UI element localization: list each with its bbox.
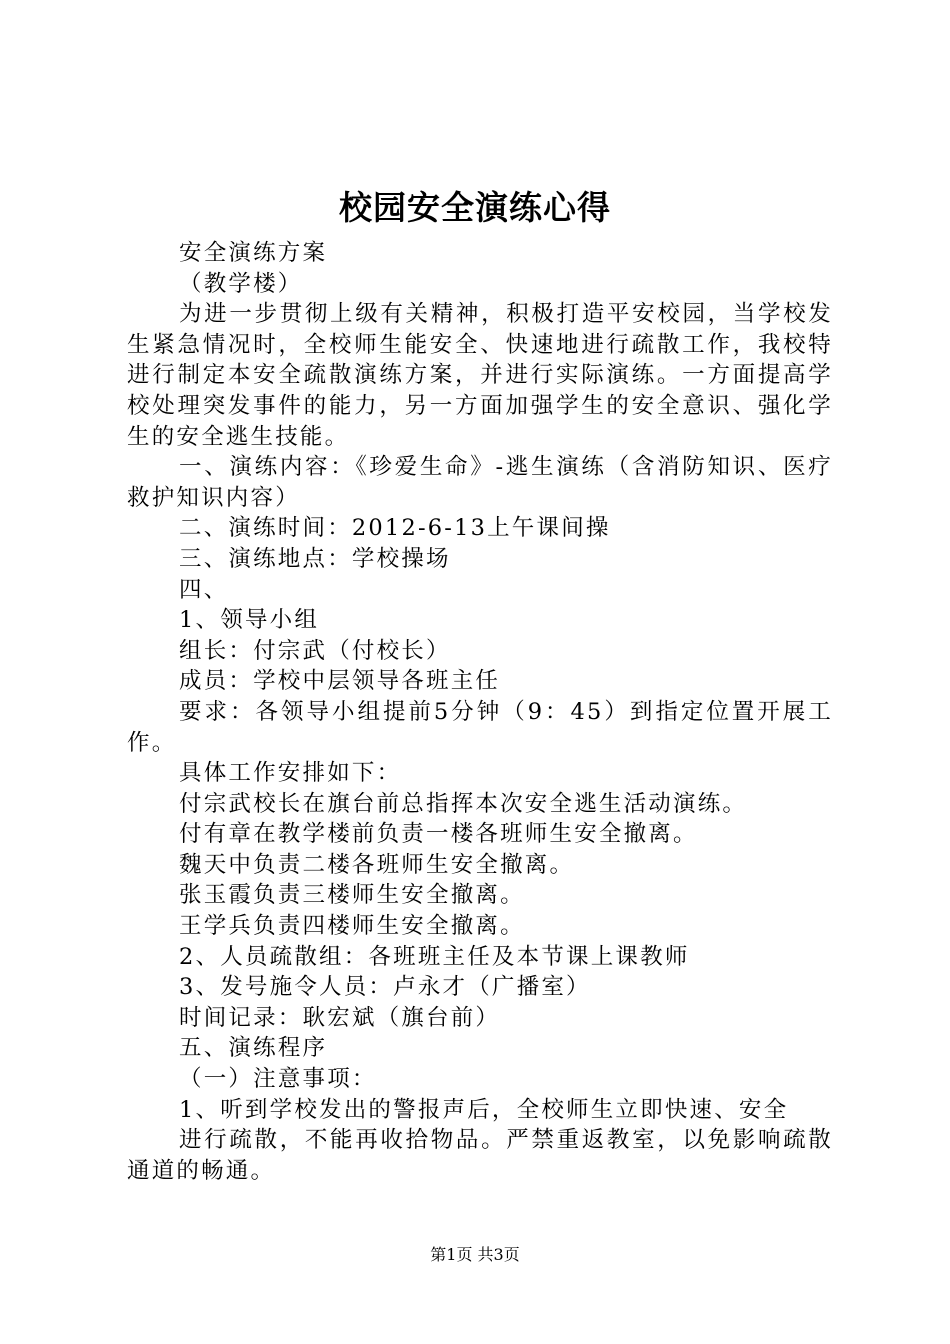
paragraph: 王学兵负责四楼师生安全撤离。 xyxy=(179,913,525,940)
paragraph: 2、人员疏散组：各班班主任及本节课上课教师 xyxy=(179,943,690,970)
paragraph: 要求：各领导小组提前5分钟（9：45）到指定位置开展工作。 xyxy=(127,698,833,756)
paragraph: 付宗武校长在旗台前总指挥本次安全逃生活动演练。 xyxy=(179,790,748,817)
paragraph: 五、演练程序 xyxy=(179,1035,328,1062)
paragraph: 四、 xyxy=(179,576,229,603)
page-footer: 第1页 共3页 xyxy=(430,1245,520,1264)
paragraph: 具体工作安排如下： xyxy=(179,760,402,787)
paragraph: 为进一步贯彻上级有关精神，积极打造平安校园，当学校发生紧急情况时，全校师生能安全、快速地进行疏散工作，我校特进行制定本安全疏散演练方案，并进行实际演练。一方面提高学校处理突发事件的能力，另一方面加强学生的安全意识、强化学生的安全逃生技能。 xyxy=(127,301,833,450)
paragraph: 进行疏散，不能再收拾物品。严禁重返教室，以免影响疏散通道的畅通。 xyxy=(127,1127,833,1184)
paragraph: 二、演练时间：2012-6-13上午课间操 xyxy=(179,515,611,542)
document-body xyxy=(127,238,833,1186)
document-title: 校园安全演练心得 xyxy=(339,188,611,227)
paragraph: 安全演练方案 xyxy=(179,240,328,266)
paragraph: 一、演练内容：《珍爱生命》-逃生演练（含消防知识、医疗救护知识内容） xyxy=(127,454,833,511)
paragraph: 成员：学校中层领导各班主任 xyxy=(179,668,501,695)
paragraph: 张玉霞负责三楼师生安全撤离。 xyxy=(179,882,525,909)
paragraph: （教学楼） xyxy=(179,270,303,297)
paragraph: （一）注意事项： xyxy=(179,1066,377,1093)
paragraph: 3、发号施令人员：卢永才（广播室） xyxy=(179,974,591,1001)
paragraph: 组长：付宗武（付校长） xyxy=(179,637,451,664)
paragraph: 付有章在教学楼前负责一楼各班师生安全撤离。 xyxy=(179,821,698,848)
paragraph: 魏天中负责二楼各班师生安全撤离。 xyxy=(179,851,575,878)
paragraph: 时间记录：耿宏斌（旗台前） xyxy=(179,1004,501,1031)
paragraph: 1、听到学校发出的警报声后，全校师生立即快速、安全 xyxy=(179,1096,789,1123)
paragraph: 三、演练地点：学校操场 xyxy=(179,545,451,572)
paragraph: 1、领导小组 xyxy=(179,607,320,634)
